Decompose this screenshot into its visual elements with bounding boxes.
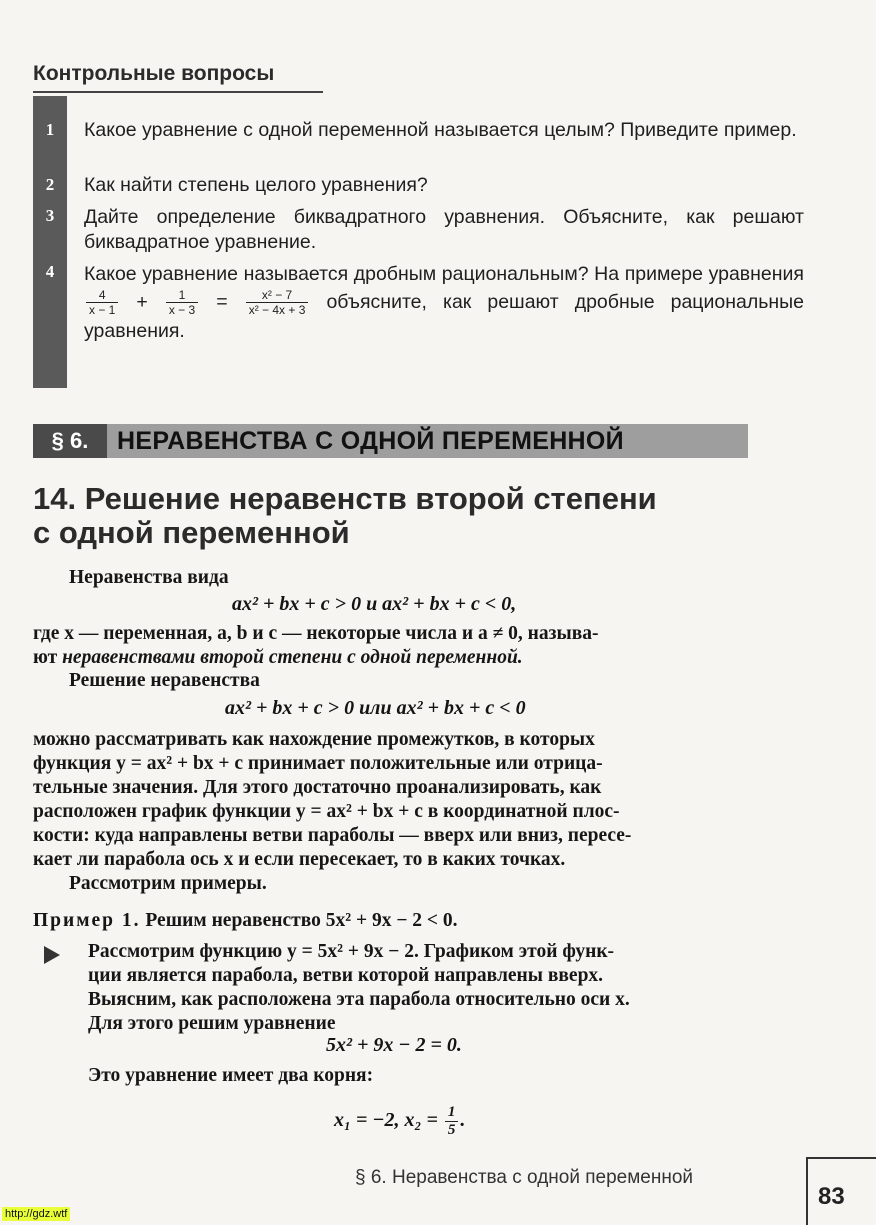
text-line: ют неравенствами второй степени с одной переменной. [33, 647, 523, 668]
paragraph: Это уравнение имеет два корня: [88, 1065, 374, 1086]
fraction: $\frac{1}{x - 3}$ [166, 288, 198, 317]
fraction: $\frac{1}{5}$ [445, 1104, 459, 1139]
text-line: можно рассматривать как нахождение промежутков, в которых [33, 729, 595, 750]
text-line: кости: куда направлены ветви параболы — вверх или вниз, пересе- [33, 825, 632, 846]
example-heading [33, 909, 803, 933]
question-text: Дайте определение биквадратного уравнения. Объясните, как решают биквадратное уравнение. [84, 206, 804, 253]
paragraph [33, 622, 803, 670]
term: неравенствами второй степени с одной переменной. [62, 647, 523, 668]
text-line: ции является парабола, ветви которой направлены вверх. [88, 965, 604, 986]
question-text-part: Какое уравнение называется дробным рациональным? На примере уравнения [84, 263, 804, 285]
formula: ax² + bx + c > 0 и ax² + bx + c < 0, [232, 593, 517, 615]
solution-arrow-icon [44, 946, 60, 964]
paragraph [33, 728, 803, 872]
text-line: тельные значения. Для этого достаточно проанализировать, как [33, 777, 602, 798]
page-number: 83 [818, 1183, 845, 1210]
text-line: Выясним, как расположена эта парабола относительно оси x. [88, 989, 630, 1010]
section-title: НЕРАВЕНСТВА С ОДНОЙ ПЕРЕМЕННОЙ [117, 427, 624, 455]
text-line: расположен график функции y = ax² + bx + c в координатной плос- [33, 801, 620, 822]
example-label: Пример 1. [33, 910, 141, 931]
watermark-link[interactable]: http://gdz.wtf [2, 1207, 70, 1221]
question-text [84, 260, 804, 345]
heading-rule [33, 91, 323, 93]
paragraph: Неравенства вида [69, 567, 229, 588]
control-questions-heading: Контрольные вопросы [33, 62, 275, 85]
example-text: Решим неравенство 5x² + 9x − 2 < 0. [145, 910, 458, 931]
question-number: 1 [45, 120, 55, 139]
text-line: Рассмотрим функцию y = 5x² + 9x − 2. Графиком этой функ- [88, 941, 615, 962]
topic-title-line: с одной переменной [33, 515, 350, 550]
text-line: кает ли парабола ось x и если пересекает, то в каких точках. [33, 849, 566, 870]
formula: 5x² + 9x − 2 = 0. [326, 1034, 462, 1056]
question-number: 4 [45, 262, 55, 281]
section-number: § 6. [33, 424, 107, 458]
question-text-part: объясните, как решают дробные рациональные уравнения. [84, 291, 804, 343]
question-text: Как найти степень целого уравнения? [84, 174, 428, 196]
equals-sign: = [216, 291, 228, 313]
text-line: где x — переменная, a, b и c — некоторые числа и a ≠ 0, называ- [33, 623, 599, 644]
example-solution [88, 940, 803, 1036]
running-title: § 6. Неравенства с одной переменной [355, 1167, 694, 1188]
text-line: функция y = ax² + bx + c принимает положительные или отрица- [33, 753, 603, 774]
topic-title-line: 14. Решение неравенств второй степени [33, 481, 657, 516]
paragraph: Рассмотрим примеры. [69, 873, 267, 894]
formula: ax² + bx + c > 0 или ax² + bx + c < 0 [225, 697, 526, 719]
plus-sign: + [136, 291, 148, 313]
topic-title [33, 482, 813, 550]
question-number: 3 [45, 206, 55, 225]
paragraph: Решение неравенства [69, 670, 260, 691]
question-number: 2 [45, 175, 55, 194]
formula: x₁ = −2, x₂ = $\frac{1}{5}$ . [334, 1104, 466, 1138]
question-text: Какое уравнение с одной переменной называется целым? Приведите пример. [84, 119, 797, 141]
fraction: $\frac{4}{x - 1}$ [86, 288, 118, 317]
fraction: $\frac{\text{x² − 7}}{\text{x² − 4x + 3}}$ [246, 288, 309, 317]
text-line: Для этого решим уравнение [88, 1013, 336, 1034]
